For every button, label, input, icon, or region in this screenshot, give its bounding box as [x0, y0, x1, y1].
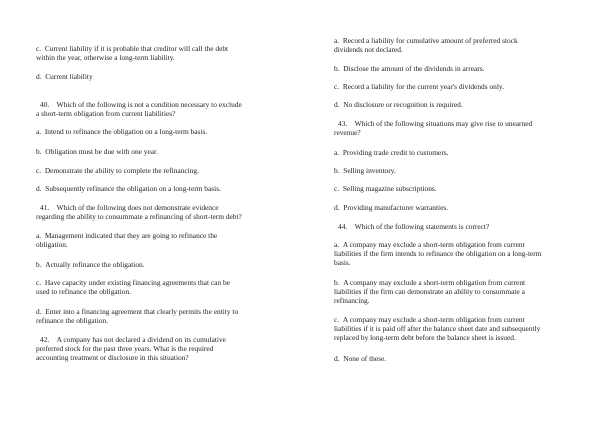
q44-option-a: a. A company may exclude a short-term obligation from current liabilities if the firm intends to refinance the obligation on a long-term basis. — [334, 240, 542, 267]
q44-option-b: b. A company may exclude a short-term obligation from current liabilities if the firm can demonstrate an ability to consummate a refinancing. — [334, 278, 526, 305]
q44-option-d: d. None of these. — [334, 354, 387, 363]
q41-option-c: c. Have capacity under existing financing agreements that can be used to refinance the obligation. — [36, 278, 230, 296]
q41-option-d: d. Enter into a financing agreement that clearly permits the entity to refinance the obligation. — [36, 307, 239, 325]
q40-option-c: c. Demonstrate the ability to complete the refinancing. — [36, 166, 199, 175]
q44-option-c: c. A company may exclude a short-term obligation from current liabilities if it is paid off after the balance sheet date and subsequently replaced by long-term debt before the balance sheet is issued. — [334, 315, 541, 342]
question-42: 42. A company has not declared a dividend on its cumulative preferred stock for the past three years. What is the required accounting treatment or disclosure in this situation? — [36, 335, 226, 362]
question-44: 44. Which of the following statements is correct? — [338, 222, 490, 231]
q39-option-c: c. Current liability if it is probable that creditor will call the debt within the year, otherwise a long-term liability. — [36, 44, 229, 62]
q40-option-d: d. Subsequently refinance the obligation on a long-term basis. — [36, 184, 221, 193]
q43-option-c: c. Selling magazine subscriptions. — [334, 184, 437, 193]
question-43: 43. Which of the following situations may give rise to unearned revenue? — [334, 119, 533, 137]
question-40: 40. Which of the following is not a condition necessary to exclude a short-term obligation from current liabilities? — [36, 100, 242, 118]
q40-option-a: a. Intend to refinance the obligation on a long-term basis. — [36, 127, 208, 136]
q42-option-d: d. No disclosure or recognition is required. — [334, 100, 463, 109]
question-41: 41. Which of the following does not demonstrate evidence regarding the ability to consummate a refinancing of short-term debt? — [36, 203, 242, 221]
q42-option-c: c. Record a liability for the current year's dividends only. — [334, 82, 504, 91]
q42-option-a: a. Record a liability for cumulative amount of preferred stock dividends not declared. — [334, 36, 518, 54]
q40-option-b: b. Obligation must be due with one year. — [36, 147, 158, 156]
q43-option-d: d. Providing manufacturer warranties. — [334, 203, 449, 212]
q41-option-a: a. Management indicated that they are going to refinance the obligation. — [36, 231, 218, 249]
q42-option-b: b. Disclose the amount of the dividends in arrears. — [334, 64, 485, 73]
q43-option-a: a. Providing trade credit to customers. — [334, 148, 449, 157]
q39-option-d: d. Current liability — [36, 72, 93, 81]
q43-option-b: b. Selling inventory. — [334, 166, 396, 175]
q41-option-b: b. Actually refinance the obligation. — [36, 260, 145, 269]
